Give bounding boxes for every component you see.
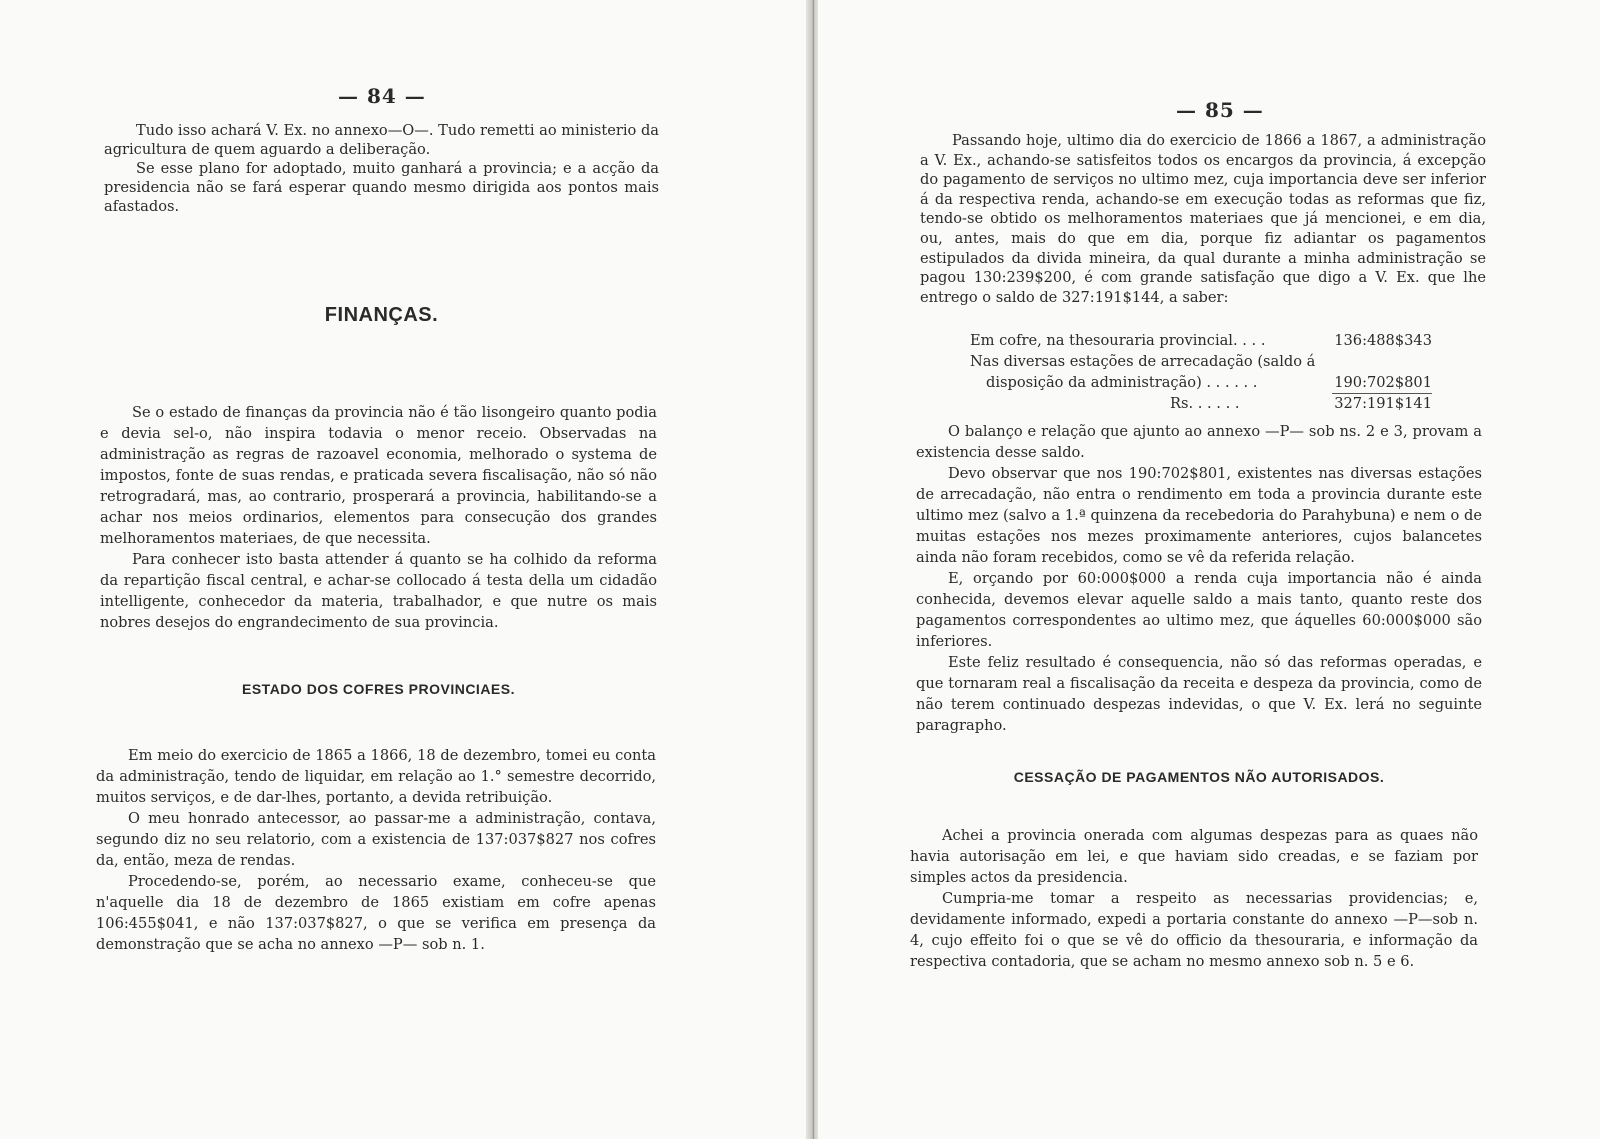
paragraph: Procedendo-se, porém, ao necessario exame, conheceu-se que n'aquelle dia 18 de dezembro de 1865 existiam em cofre apenas 106:455$041, e não 137:037$827, o que se verifica em presença da demonstração que se acha no annexo —P— sob n. 1.	[96, 873, 656, 953]
financas-text	[100, 402, 657, 633]
section-heading-financas: FINANÇAS.	[324, 304, 439, 326]
page-number: — 85 —	[1176, 98, 1264, 122]
after-ledger-text	[916, 421, 1482, 736]
paragraph: Se o estado de finanças da provincia não é tão lisongeiro quanto podia e devia sel-o, não inspira todavia o menor receio. Observadas na administração as regras de razoavel economia, melhorado o systema de impostos, fonte de suas rendas, e praticada severa fiscalisação, não só não retrogradará, mas, ao contrario, prosperará a provincia, habilitando-se a achar nos meios ordinarios, elementos para consecução dos grandes melhoramentos materiaes, de que necessita.	[100, 404, 657, 547]
ledger-total-label: Rs. . . . . .	[1170, 395, 1240, 412]
paragraph: Achei a provincia onerada com algumas despezas para as quaes não havia autorisação em lei, e que haviam sido creadas, e se faziam por simples actos da presidencia.	[910, 827, 1478, 886]
ledger-total-value: 327:191$141	[1334, 395, 1432, 412]
ledger-label: Em cofre, na thesouraria provincial. . . .	[970, 332, 1266, 349]
paragraph: O balanço e relação que ajunto ao annexo —P— sob ns. 2 e 3, provam a existencia desse saldo.	[916, 423, 1482, 461]
right-page	[818, 0, 1600, 1139]
balance-ledger	[970, 330, 1432, 414]
section-heading-cofres: ESTADO DOS COFRES PROVINCIAES.	[242, 681, 515, 697]
cessacao-text	[910, 825, 1478, 972]
page-number: — 84 —	[338, 84, 426, 108]
ledger-row	[970, 351, 1432, 372]
ledger-label: Nas diversas estações de arrecadação (saldo á	[970, 353, 1316, 370]
ledger-label: disposição da administração) . . . . . .	[986, 374, 1258, 391]
intro-text	[104, 121, 659, 216]
ledger-value: 136:488$343	[1334, 332, 1432, 349]
section-heading-cessacao: CESSAÇÃO DE PAGAMENTOS NÃO AUTORISADOS.	[1013, 769, 1385, 785]
ledger-row	[970, 372, 1432, 393]
intro-text	[920, 131, 1486, 307]
paragraph: Tudo isso achará V. Ex. no annexo—O—. Tudo remetti ao ministerio da agricultura de quem aguardo a deliberação.	[104, 122, 659, 158]
paragraph: O meu honrado antecessor, ao passar-me a administração, contava, segundo diz no seu relatorio, com a existencia de 137:037$827 nos cofres da, então, meza de rendas.	[96, 810, 656, 869]
paragraph: Devo observar que nos 190:702$801, existentes nas diversas estações de arrecadação, não entra o rendimento em toda a provincia durante este ultimo mez (salvo a 1.ª quinzena da recebedoria do Parahybuna) e nem o de muitas estações nos mezes proximamente anteriores, cujos balancetes ainda não foram recebidos, como se vê da referida relação.	[916, 465, 1482, 566]
ledger-row	[970, 330, 1432, 351]
paragraph: E, orçando por 60:000$000 a renda cuja importancia não é ainda conhecida, devemos elevar aquelle saldo a mais tanto, quanto reste dos pagamentos correspondentes ao ultimo mez, que áquelles 60:000$000 são inferiores.	[916, 570, 1482, 650]
paragraph: Para conhecer isto basta attender á quanto se ha colhido da reforma da repartição fiscal central, e achar-se collocado á testa della um cidadão intelligente, conhecedor da materia, trabalhador, e que nutre os mais nobres desejos do engrandecimento de sua provincia.	[100, 551, 657, 631]
paragraph: Este feliz resultado é consequencia, não só das reformas operadas, e que tornaram real a fiscalisação da receita e despeza da provincia, como de não terem continuado despezas indevidas, o que V. Ex. lerá no seguinte paragrapho.	[916, 654, 1482, 734]
cofres-text	[96, 745, 656, 955]
paragraph: Passando hoje, ultimo dia do exercicio de 1866 a 1867, a administração a V. Ex., achando-se satisfeitos todos os encargos da provincia, á excepção do pagamento de serviços no ultimo mez, cuja importancia deve ser inferior á da respectiva renda, achando-se em execução todas as reformas que fiz, tendo-se obtido os melhoramentos materiaes que já mencionei, e em dia, ou, antes, mais do que em dia, porque fiz adiantar os pagamentos estipulados da divida mineira, da qual durante a minha administração se pagou 130:239$200, é com grande satisfação que digo a V. Ex. que lhe entrego o saldo de 327:191$144, a saber:	[920, 132, 1486, 306]
paragraph: Em meio do exercicio de 1865 a 1866, 18 de dezembro, tomei eu conta da administração, tendo de liquidar, em relação ao 1.° semestre decorrido, muitos serviços, e de dar-lhes, portanto, a devida retribuição.	[96, 747, 656, 806]
paragraph: Se esse plano for adoptado, muito ganhará a provincia; e a acção da presidencia não se fará esperar quando mesmo dirigida aos pontos mais afastados.	[104, 160, 659, 215]
ledger-value: 190:702$801	[1334, 374, 1432, 391]
paragraph: Cumpria-me tomar a respeito as necessarias providencias; e, devidamente informado, expedi a portaria constante do annexo —P—sob n. 4, cujo effeito foi o que se vê do officio da thesouraria, e informação da respectiva contadoria, que se acham no mesmo annexo sob n. 5 e 6.	[910, 890, 1478, 970]
ledger-total-row	[970, 393, 1432, 414]
